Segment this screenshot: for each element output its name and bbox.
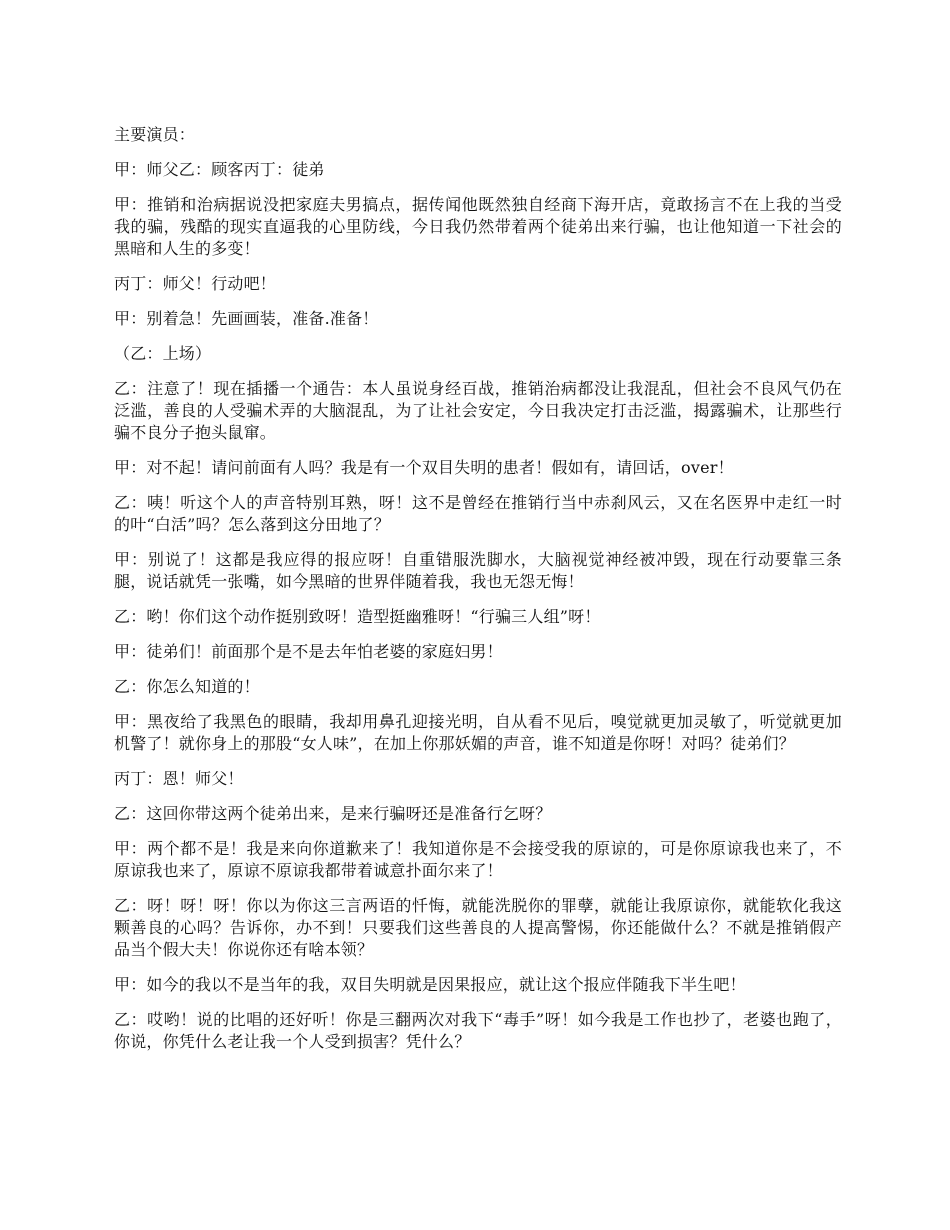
dialogue-line: 乙：注意了！现在插播一个通告：本人虽说身经百战，推销治病都没让我混乱，但社会不良风气仍在泛滥，善良的人受骗术弄的大脑混乱，为了让社会安定，今日我决定打击泛滥，揭露骗术，让那些行骗不良分子抱头鼠窜。 xyxy=(114,379,842,442)
dialogue-line: 甲：别着急！先画画装，准备.准备！ xyxy=(114,309,379,328)
document-body xyxy=(114,124,842,1066)
dialogue-line: 丙丁：恩！师父！ xyxy=(114,769,244,788)
dialogue-line: 甲：两个都不是！我是来向你道歉来了！我知道你是不会接受我的原谅的，可是你原谅我也来了，不原谅我也来了，原谅不原谅我都带着诚意扑面尔来了！ xyxy=(114,839,842,880)
dialogue-line: 甲：黑夜给了我黑色的眼睛，我却用鼻孔迎接光明，自从看不见后，嗅觉就更加灵敏了，听觉就更加机警了！就你身上的那股“女人味”，在加上你那妖媚的声音，谁不知道是你呀！对吗？徒弟们？ xyxy=(114,712,842,753)
dialogue-line: 乙：呀！呀！呀！你以为你这三言两语的忏悔，就能洗脱你的罪孽，就能让我原谅你，就能软化我这颗善良的心吗？告诉你，办不到！只要我们这些善良的人提高警惕，你还能做什么？不就是推销假产品当个假大夫！你说你还有啥本领？ xyxy=(114,896,842,959)
dialogue-line: 甲：如今的我以不是当年的我，双目失明就是因果报应，就让这个报应伴随我下半生吧！ xyxy=(114,975,746,994)
dialogue-line: 乙：咦！听这个人的声音特别耳熟，呀！这不是曾经在推销行当中赤刹风云，又在名医界中走红一时的叶“白活”吗？怎么落到这分田地了？ xyxy=(114,493,842,534)
dialogue-line: 丙丁：师父！行动吧！ xyxy=(114,274,277,293)
dialogue-line: 甲：徒弟们！前面那个是不是去年怕老婆的家庭妇男！ xyxy=(114,642,503,661)
dialogue-line: 乙：这回你带这两个徒弟出来，是来行骗呀还是准备行乞呀？ xyxy=(114,804,552,823)
dialogue-line: 甲：对不起！请问前面有人吗？我是有一个双目失明的患者！假如有，请回话，over！ xyxy=(114,458,734,477)
dialogue-line: 乙：哎哟！说的比唱的还好听！你是三翻两次对我下“毒手”呀！如今我是工作也抄了，老婆也跑了，你说，你凭什么老让我一个人受到损害？凭什么？ xyxy=(114,1010,842,1051)
stage-direction: （乙：上场） xyxy=(114,344,212,363)
cast-list: 甲：师父乙：顾客丙丁：徒弟 xyxy=(114,160,325,179)
dialogue-line: 甲：别说了！这都是我应得的报应呀！自重错服洗脚水，大脑视觉神经被冲毁，现在行动要靠三条腿，说话就凭一张嘴，如今黑暗的世界伴随着我，我也无怨无悔！ xyxy=(114,550,842,591)
dialogue-line: 甲：推销和治病据说没把家庭夫男搞点，据传闻他既然独自经商下海开店，竟敢扬言不在上我的当受我的骗，残酷的现实直逼我的心里防线，今日我仍然带着两个徒弟出来行骗，也让他知道一下社会的黑暗和人生的多变！ xyxy=(114,195,842,258)
dialogue-line: 乙：哟！你们这个动作挺别致呀！造型挺幽雅呀！“行骗三人组”呀！ xyxy=(114,607,601,626)
cast-heading: 主要演员： xyxy=(114,125,196,144)
dialogue-line: 乙：你怎么知道的！ xyxy=(114,677,260,696)
